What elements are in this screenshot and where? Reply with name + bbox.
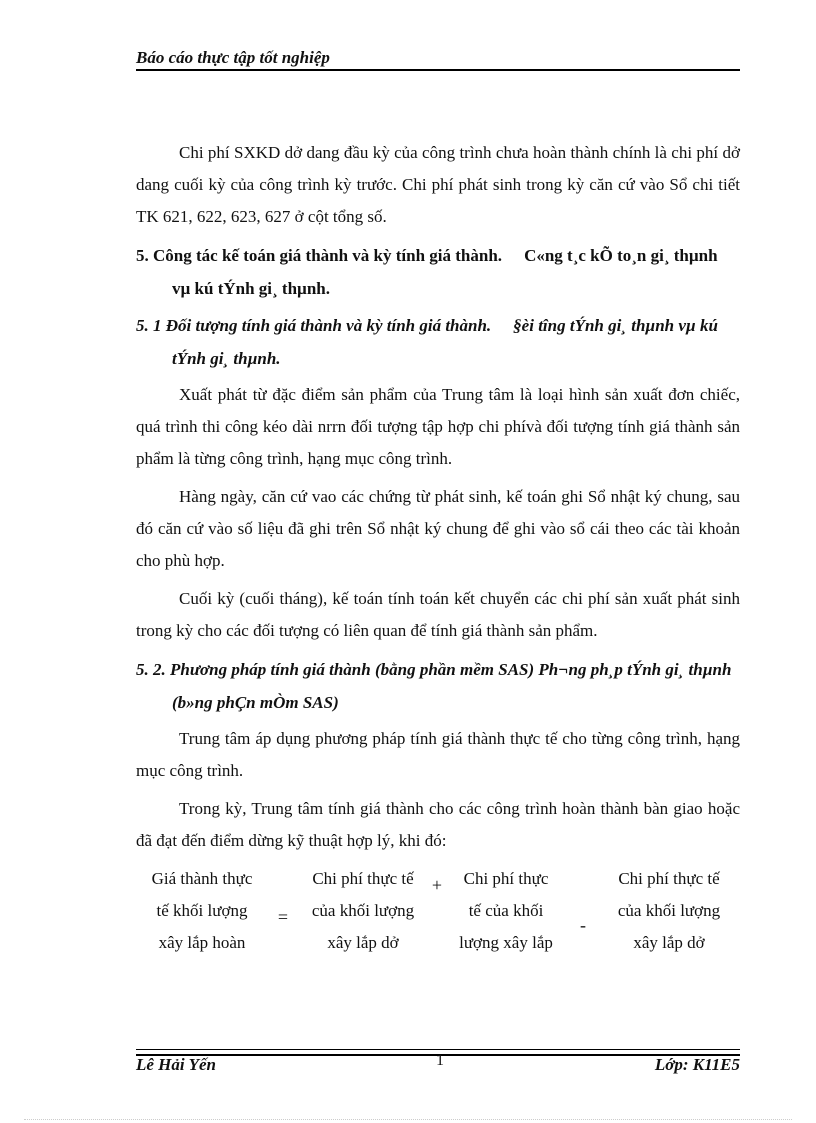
page-edge-dots xyxy=(24,1119,792,1120)
document-body xyxy=(136,137,740,959)
heading-5-garbled: C«ng t¸c kÕ to¸n gi¸ thµnh vµ kú tÝnh gi¸ thµnh. xyxy=(172,246,718,298)
heading-5-text: 5. Công tác kế toán giá thành và kỳ tính giá thành. xyxy=(136,246,503,265)
cost-formula xyxy=(136,863,740,959)
footer-class: Lớp: K11E5 xyxy=(654,1055,740,1074)
formula-term-opening-wip: Chi phí thực tế của khối lượng xây lắp dở xyxy=(311,869,415,952)
heading-5-2-text: 5. 2. Phương pháp tính giá thành (bằng phần mềm SAS) xyxy=(136,660,535,679)
paragraph-4: Cuối kỳ (cuối tháng), kế toán tính toán kết chuyển các chi phí sản xuất phát sinh trong kỳ cho các đối tượng có liên quan để tính giá thành sản phẩm. xyxy=(136,589,740,640)
footer-author: Lê Hải Yến xyxy=(136,1055,216,1074)
formula-equals: = xyxy=(277,907,289,927)
paragraph-6: Trong kỳ, Trung tâm tính giá thành cho các công trình hoàn thành bàn giao hoặc đã đạt đến điểm dừng kỹ thuật hợp lý, khi đó: xyxy=(136,799,740,850)
heading-5-1-garbled: §èi tîng tÝnh gi¸ thµnh vµ kú tÝnh gi¸ thµnh. xyxy=(172,316,718,368)
heading-5-1 xyxy=(136,309,740,375)
header-title: Báo cáo thực tập tốt nghiệp xyxy=(136,48,330,67)
formula-term-closing-wip: Chi phí thực tế của khối lượng xây lắp dở xyxy=(617,869,721,952)
paragraph-5: Trung tâm áp dụng phương pháp tính giá thành thực tế cho từng công trình, hạng mục công trình. xyxy=(136,729,740,780)
formula-term-actual-cost: Giá thành thực tế khối lượng xây lắp hoàn xyxy=(151,869,253,952)
paragraph-2: Xuất phát từ đặc điểm sản phẩm của Trung tâm là loại hình sản xuất đơn chiếc, quá trình thi công kéo dài nrrn đối tượng tập hợp chi phívà đối tượng tính giá thành sản phẩm là từng công trình, hạng mục công trình. xyxy=(136,385,740,468)
heading-5-2 xyxy=(136,653,740,719)
formula-plus: + xyxy=(431,875,443,895)
formula-minus: - xyxy=(580,915,586,935)
paragraph-3: Hàng ngày, căn cứ vao các chứng từ phát sinh, kế toán ghi Sổ nhật ký chung, sau đó căn cứ vào số liệu đã ghi trên Sổ nhật ký chung để ghi vào sổ cái theo các tài khoản cho phù hợp. xyxy=(136,487,740,570)
page-header xyxy=(136,48,740,71)
heading-5 xyxy=(136,239,740,305)
page-number: 1 xyxy=(436,1052,444,1069)
heading-5-2-garbled: Ph¬ng ph¸p tÝnh gi¸ thµnh (b»ng phÇn mÒm SAS) xyxy=(172,660,732,712)
heading-5-1-text: 5. 1 Đối tượng tính giá thành và kỳ tính giá thành. xyxy=(136,316,492,335)
formula-term-period-cost: Chi phí thực tế của khối lượng xây lắp xyxy=(459,869,553,952)
paragraph-1: Chi phí SXKD dở dang đầu kỳ của công trình chưa hoàn thành chính là chi phí dở dang cuối kỳ của công trình kỳ trước. Chi phí phát sinh trong kỳ căn cứ vào Sổ chi tiết TK 621, 622, 623, 627 ở cột tổng số. xyxy=(136,143,740,226)
